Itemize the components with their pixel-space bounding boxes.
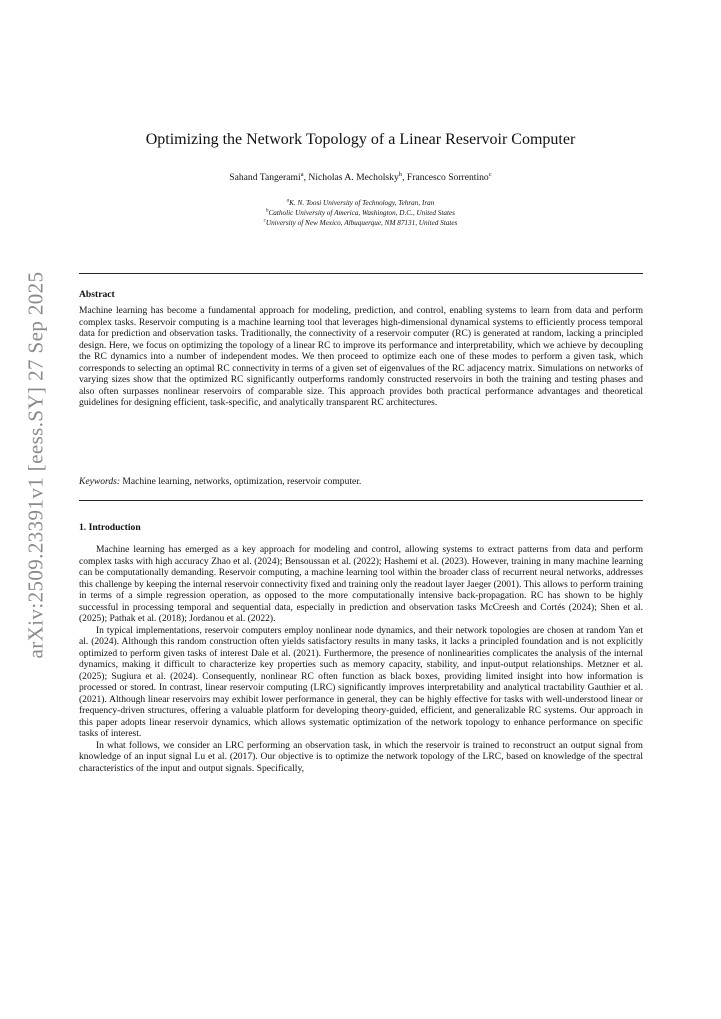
abstract-bottom-rule bbox=[79, 500, 643, 501]
affiliation-mark: a bbox=[286, 198, 290, 204]
author-list bbox=[0, 172, 721, 183]
author-separator: , bbox=[303, 172, 309, 183]
introduction-paragraph: Machine learning has emerged as a key approach for modeling and control, allowing systems to extract patterns from data and perform complex tasks with high accuracy Zhao et al. (2024); Bensoussan et al. (2022); Hashemi et al. (2023). However, training in many machine learning can be computationally demanding. Reservoir computing, a machine learning tool within the broader class of recurrent neural networks, addresses this challenge by keeping the internal reservoir connectivity fixed and training only the readout layer Jaeger (2001). This allows to perform training in terms of a simple regression operation, as opposed to the more computationally intensive back-propagation. RC has shown to be highly successful in processing temporal and sequential data, especially in prediction and observation tasks McCreesh and Cortés (2024); Shen et al. (2025); Pathak et al. (2018); Jordanou et al. (2022). bbox=[79, 544, 643, 624]
affiliation-line bbox=[0, 208, 721, 218]
abstract-text: Machine learning has become a fundamental approach for modeling, prediction, and control, enabling systems to learn from data and perform complex tasks. Reservoir computing is a machine learning tool that leverages high-dimensional dynamical systems to efficiently process temporal data for prediction and observation tasks. Traditionally, the connectivity of a reservoir computer (RC) is generated at random, lacking a principled design. Here, we focus on optimizing the topology of a linear RC to improve its performance and interpretability, which we achieve by decoupling the RC dynamics into a number of independent modes. We then proceed to optimize each one of these modes to perform a given task, which corresponds to selecting an optimal RC connectivity in terms of a given set of eigenvalues of the RC adjacency matrix. Simulations on networks of varying sizes show that the optimized RC significantly outperforms randomly constructed reservoirs in both the training and testing phases and also often surpasses nonlinear reservoirs of comparable size. This approach provides both practical performance advantages and theoretical guidelines for designing efficient, task-specific, and analytically transparent RC architectures. bbox=[79, 305, 643, 408]
keywords-line bbox=[79, 476, 643, 488]
abstract-heading: Abstract bbox=[79, 289, 115, 300]
author-affiliation-mark: c bbox=[488, 170, 492, 178]
author-name: Francesco Sorrentino bbox=[406, 172, 489, 183]
abstract-top-rule bbox=[79, 273, 643, 274]
affiliation-mark: b bbox=[266, 208, 269, 214]
keywords-label: Keywords: bbox=[79, 476, 121, 487]
section-heading-introduction: 1. Introduction bbox=[79, 522, 141, 533]
author-separator: , bbox=[402, 172, 407, 183]
author-name: Nicholas A. Mecholsky bbox=[308, 172, 399, 183]
author-affiliation-mark: a bbox=[300, 170, 304, 178]
affiliation-list bbox=[0, 198, 721, 228]
introduction-paragraph: In what follows, we consider an LRC performing an observation task, in which the reservoir is trained to reconstruct an output signal from knowledge of an input signal Lu et al. (2017). Our objective is to optimize the network topology of the LRC, based on knowledge of the spectral characteristics of the input and output signals. Specifically, bbox=[79, 739, 643, 774]
paper-title: Optimizing the Network Topology of a Linear Reservoir Computer bbox=[145, 131, 576, 148]
author-name: Sahand Tangerami bbox=[229, 172, 301, 183]
author-affiliation-mark: b bbox=[398, 170, 403, 178]
affiliation-mark: c bbox=[263, 218, 266, 224]
affiliation-text: University of New Mexico, Albuquerque, NM 87131, United States bbox=[265, 219, 458, 227]
affiliation-text: K. N. Toosi University of Technology, Tehran, Iran bbox=[289, 199, 435, 207]
arxiv-identifier-stamp: arXiv:2509.23391v1 [eess.SY] 27 Sep 2025 bbox=[23, 271, 48, 659]
keywords-text: Machine learning, networks, optimization, reservoir computer. bbox=[122, 476, 362, 487]
affiliation-line bbox=[0, 218, 721, 228]
affiliation-line bbox=[0, 198, 721, 208]
introduction-paragraph: In typical implementations, reservoir computers employ nonlinear node dynamics, and their network topologies are chosen at random Yan et al. (2024). Although this random construction often yields satisfactory results in many tasks, it lacks a principled foundation and is not explicitly optimized to perform given tasks of interest Dale et al. (2021). Furthermore, the presence of nonlinearities complicates the analysis of the internal dynamics, making it difficult to characterize key properties such as memory capacity, stability, and input-output relationships. Metzner et al. (2025); Sugiura et al. (2024). Consequently, nonlinear RC often function as black boxes, providing limited insight into how information is processed or stored. In contrast, linear reservoir computing (LRC) significantly improves interpretability and analytical tractability Gauthier et al. (2021). Although linear reservoirs may exhibit lower performance in general, they can be highly effective for tasks with well-understood linear or frequency-driven structures, offering a valuable platform for developing theory-guided, efficient, and generalizable RC systems. Our approach in this paper adopts linear reservoir dynamics, which allows systematic optimization of the network topology to enhance performance on specific tasks of interest. bbox=[79, 624, 643, 739]
introduction-body bbox=[79, 544, 643, 774]
affiliation-text: Catholic University of America, Washington, D.C., United States bbox=[268, 209, 455, 217]
